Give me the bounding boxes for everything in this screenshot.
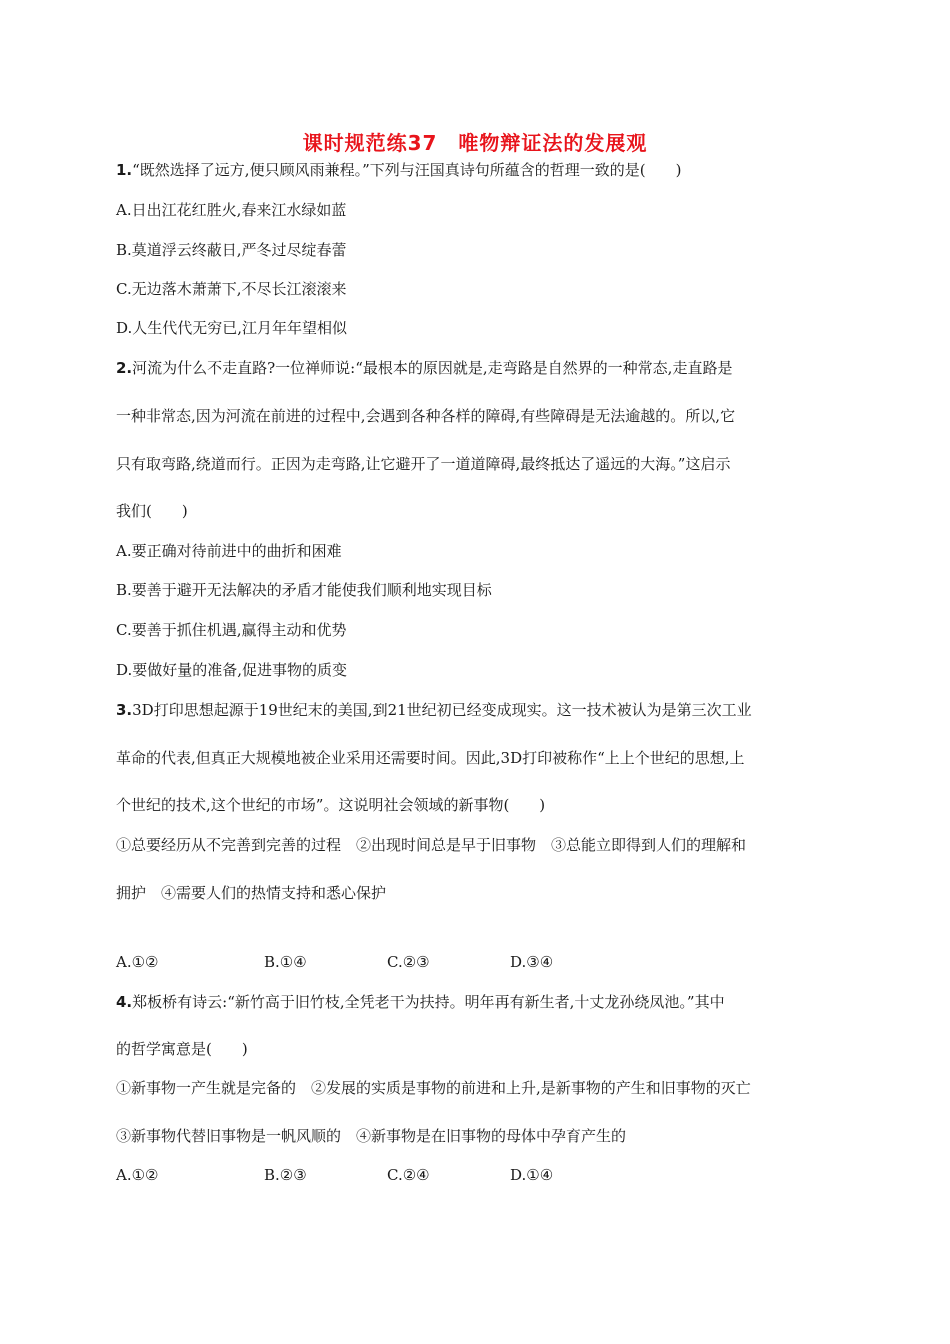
- question-3-number: 3.: [116, 701, 133, 719]
- question-3-stem-line-1: [116, 700, 836, 720]
- question-4-options: [116, 1165, 836, 1185]
- question-3-option-d: D.③④: [510, 953, 554, 971]
- question-4-text-1: 郑板桥有诗云:“新竹高于旧竹枝,全凭老干为扶持。明年再有新生者,十丈龙孙绕凤池。”其中: [132, 993, 725, 1011]
- question-2-stem-line-3: 只有取弯路,绕道而行。正因为走弯路,让它避开了一道道障碍,最终抵达了遥远的大海。”这启示: [116, 455, 731, 473]
- question-4-items-line-2: ③新事物代替旧事物是一帆风顺的 ④新事物是在旧事物的母体中孕育产生的: [116, 1127, 627, 1145]
- question-3-option-a: A.①②: [116, 953, 159, 971]
- question-3-items-line-2: 拥护 ④需要人们的热情支持和悉心保护: [116, 884, 387, 902]
- question-2-text-1: 河流为什么不走直路?一位禅师说:“最根本的原因就是,走弯路是自然界的一种常态,走直路是: [132, 359, 733, 377]
- question-3-option-b: B.①④: [264, 953, 307, 971]
- question-4-option-d: D.①④: [510, 1166, 554, 1184]
- question-4-option-b: B.②③: [264, 1166, 307, 1184]
- question-4-option-c: C.②④: [387, 1166, 430, 1184]
- question-2-option-d: D.要做好量的准备,促进事物的质变: [116, 661, 348, 679]
- question-2-stem-line-2: 一种非常态,因为河流在前进的过程中,会遇到各种各样的障碍,有些障碍是无法逾越的。所以,它: [116, 407, 736, 425]
- question-3-stem-line-3: 个世纪的技术,这个世纪的市场”。这说明社会领域的新事物( ): [116, 796, 546, 814]
- question-2-option-a: A.要正确对待前进中的曲折和困难: [116, 542, 342, 560]
- question-1-option-c: C.无边落木萧萧下,不尽长江滚滚来: [116, 280, 347, 298]
- question-2-stem-line-4: 我们( ): [116, 502, 188, 520]
- question-1-text: “既然选择了远方,便只顾风雨兼程。”下列与汪国真诗句所蕴含的哲理一致的是( ): [132, 161, 682, 179]
- page-title: 课时规范练37 唯物辩证法的发展观: [302, 131, 648, 155]
- question-4-number: 4.: [116, 993, 133, 1011]
- question-4-stem-line-1: [116, 992, 836, 1012]
- question-1-option-a: A.日出江花红胜火,春来江水绿如蓝: [116, 201, 347, 219]
- question-1-option-d: D.人生代代无穷已,江月年年望相似: [116, 319, 348, 337]
- question-2-stem-line-1: [116, 358, 836, 378]
- question-3-option-c: C.②③: [387, 953, 430, 971]
- question-2-option-b: B.要善于避开无法解决的矛盾才能使我们顺利地实现目标: [116, 581, 492, 599]
- question-3-items-line-1: ①总要经历从不完善到完善的过程 ②出现时间总是早于旧事物 ③总能立即得到人们的理解和: [116, 836, 747, 854]
- question-3-options: [116, 952, 836, 972]
- question-4-option-a: A.①②: [116, 1166, 159, 1184]
- question-3-text-1: 3D打印思想起源于19世纪末的美国,到21世纪初已经变成现实。这一技术被认为是第三次工业: [132, 701, 752, 719]
- question-1-stem: [116, 160, 836, 180]
- question-4-stem-line-2: 的哲学寓意是( ): [116, 1040, 248, 1058]
- question-2-number: 2.: [116, 359, 133, 377]
- question-3-stem-line-2: 革命的代表,但真正大规模地被企业采用还需要时间。因此,3D打印被称作“上上个世纪的思想,上: [116, 749, 745, 767]
- question-1-number: 1.: [116, 161, 133, 179]
- question-1-option-b: B.莫道浮云终蔽日,严冬过尽绽春蕾: [116, 241, 347, 259]
- question-2-option-c: C.要善于抓住机遇,赢得主动和优势: [116, 621, 347, 639]
- question-4-items-line-1: ①新事物一产生就是完备的 ②发展的实质是事物的前进和上升,是新事物的产生和旧事物的灭亡: [116, 1079, 751, 1097]
